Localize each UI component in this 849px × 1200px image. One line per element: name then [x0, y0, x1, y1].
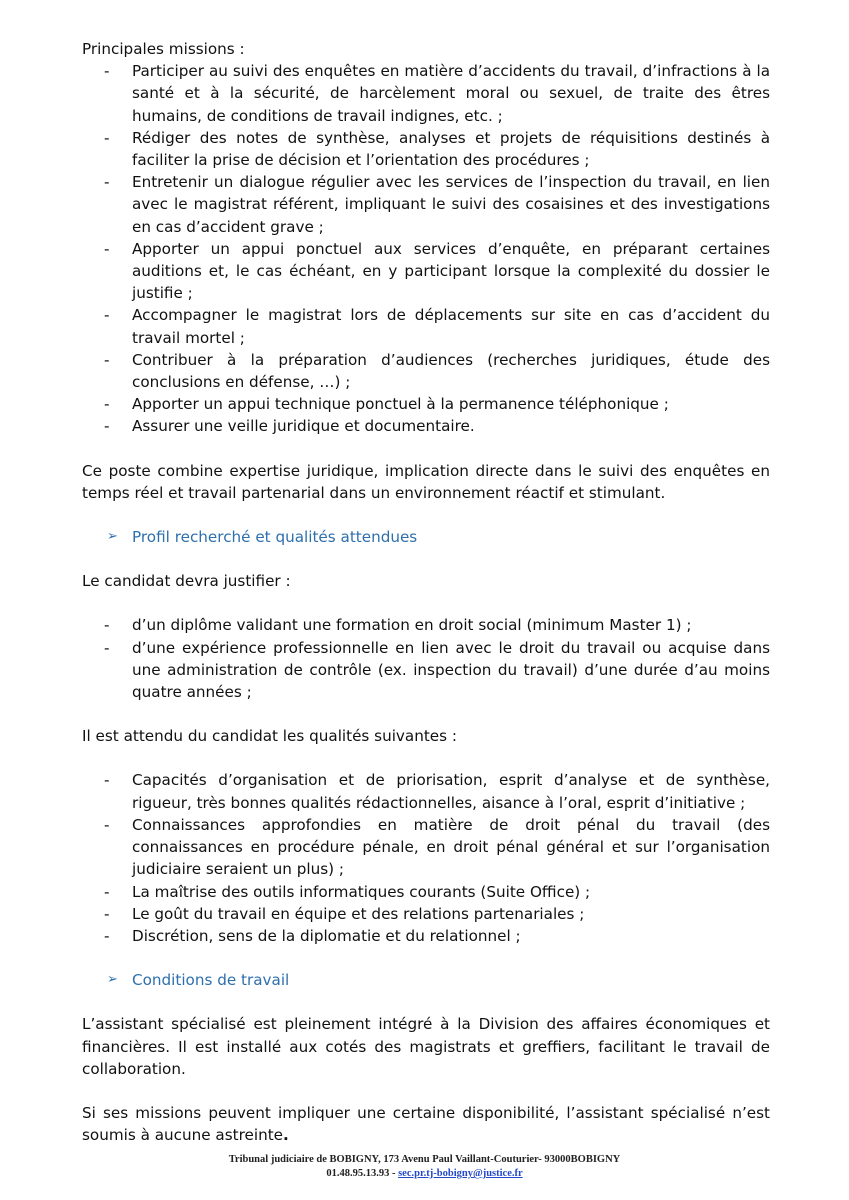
- arrow-right-icon: ➢: [107, 529, 118, 545]
- dash-bullet-icon: -: [104, 173, 110, 192]
- dash-bullet-icon: -: [104, 926, 110, 945]
- dash-bullet-icon: -: [104, 350, 110, 369]
- dash-bullet-icon: -: [104, 306, 110, 325]
- dash-bullet-icon: -: [104, 62, 110, 81]
- dash-bullet-icon: -: [104, 395, 110, 414]
- list-item: - Rédiger des notes de synthèse, analyses et projets de réquisitions destinés à faciliter la prise de décision et l’orientation des procédures ;: [104, 128, 770, 170]
- profile-intro: Le candidat devra justifier :: [82, 572, 291, 591]
- list-item: - d’un diplôme validant une formation en droit social (minimum Master 1) ;: [82, 614, 770, 636]
- list-item: - Participer au suivi des enquêtes en matière d’accidents du travail, d’infractions à la santé et à la sécurité, de harcèlement moral ou sexuel, de traite des êtres humains, de conditions de travail indignes, etc. ;: [104, 62, 770, 125]
- section-heading-conditions: ➢ Conditions de travail: [82, 969, 770, 991]
- requirements-list: [82, 614, 770, 703]
- missions-title: Principales missions :: [82, 40, 245, 58]
- arrow-right-icon: ➢: [107, 972, 118, 988]
- dash-bullet-icon: -: [104, 882, 110, 901]
- document-page: [82, 38, 770, 1146]
- missions-list: [82, 60, 770, 437]
- list-item: - Accompagner le magistrat lors de déplacements sur site en cas d’accident du travail mortel ;: [104, 306, 770, 347]
- footer-phone: 01.48.95.13.93 -: [326, 1168, 396, 1179]
- dash-bullet-icon: -: [104, 616, 110, 635]
- list-item: - Capacités d’organisation et de priorisation, esprit d’analyse et de synthèse, rigueur, très bonnes qualités rédactionnelles, aisance à l’oral, esprit d’initiative ;: [104, 771, 770, 812]
- footer-contact: [0, 1167, 849, 1181]
- dash-bullet-icon: -: [104, 417, 110, 436]
- list-item: - Entretenir un dialogue régulier avec les services de l’inspection du travail, en lien avec le magistrat référent, impliquant le suivi des cosaisines et des investigations en cas d’accident grave ;: [104, 173, 770, 236]
- list-item: - Le goût du travail en équipe et des relations partenariales ;: [82, 903, 770, 925]
- dash-bullet-icon: -: [104, 638, 110, 657]
- dash-bullet-icon: -: [104, 904, 110, 923]
- list-item: - Connaissances approfondies en matière de droit pénal du travail (des connaissances en procédure pénale, en droit pénal général et sur l’organisation judiciaire seraient un plus) ;: [104, 815, 770, 879]
- list-item: - La maîtrise des outils informatiques courants (Suite Office) ;: [82, 881, 770, 903]
- qualities-intro: Il est attendu du candidat les qualités suivantes :: [82, 727, 458, 746]
- list-item: - Assurer une veille juridique et documentaire.: [82, 415, 770, 437]
- dash-bullet-icon: -: [104, 128, 110, 147]
- dash-bullet-icon: -: [104, 771, 110, 790]
- section-heading-profile: ➢ Profil recherché et qualités attendues: [82, 526, 770, 548]
- page-footer: [0, 1153, 849, 1181]
- missions-summary: Ce poste combine expertise juridique, implication directe dans le suivi des enquêtes en temps réel et travail partenarial dans un environnement réactif et stimulant.: [82, 461, 770, 502]
- list-item: - Apporter un appui technique ponctuel à la permanence téléphonique ;: [82, 393, 770, 415]
- conditions-paragraph-2: Si ses missions peuvent impliquer une certaine disponibilité, l’assistant spécialisé n’est soumis à aucune astreinte.: [82, 1103, 770, 1145]
- list-item: - Discrétion, sens de la diplomatie et du relationnel ;: [82, 925, 770, 947]
- footer-email-link[interactable]: sec.pr.tj-bobigny@justice.fr: [398, 1168, 523, 1179]
- dash-bullet-icon: -: [104, 239, 110, 258]
- dash-bullet-icon: -: [104, 815, 110, 834]
- list-item: - d’une expérience professionnelle en lien avec le droit du travail ou acquise dans une administration de contrôle (ex. inspection du travail) d’une durée d’au moins quatre années ;: [104, 638, 770, 702]
- conditions-paragraph-1: L’assistant spécialisé est pleinement intégré à la Division des affaires économiques et financières. Il est installé aux cotés des magistrats et greffiers, facilitant le travail de collaboration.: [82, 1015, 770, 1078]
- footer-address: Tribunal judiciaire de BOBIGNY, 173 Avenu Paul Vaillant-Couturier- 93000BOBIGNY: [228, 1154, 621, 1165]
- list-item: - Contribuer à la préparation d’audiences (recherches juridiques, étude des conclusions en défense, …) ;: [104, 350, 770, 392]
- qualities-list: [82, 769, 770, 947]
- list-item: - Apporter un appui ponctuel aux services d’enquête, en préparant certaines auditions et, le cas échéant, en y participant lorsque la complexité du dossier le justifie ;: [104, 239, 770, 303]
